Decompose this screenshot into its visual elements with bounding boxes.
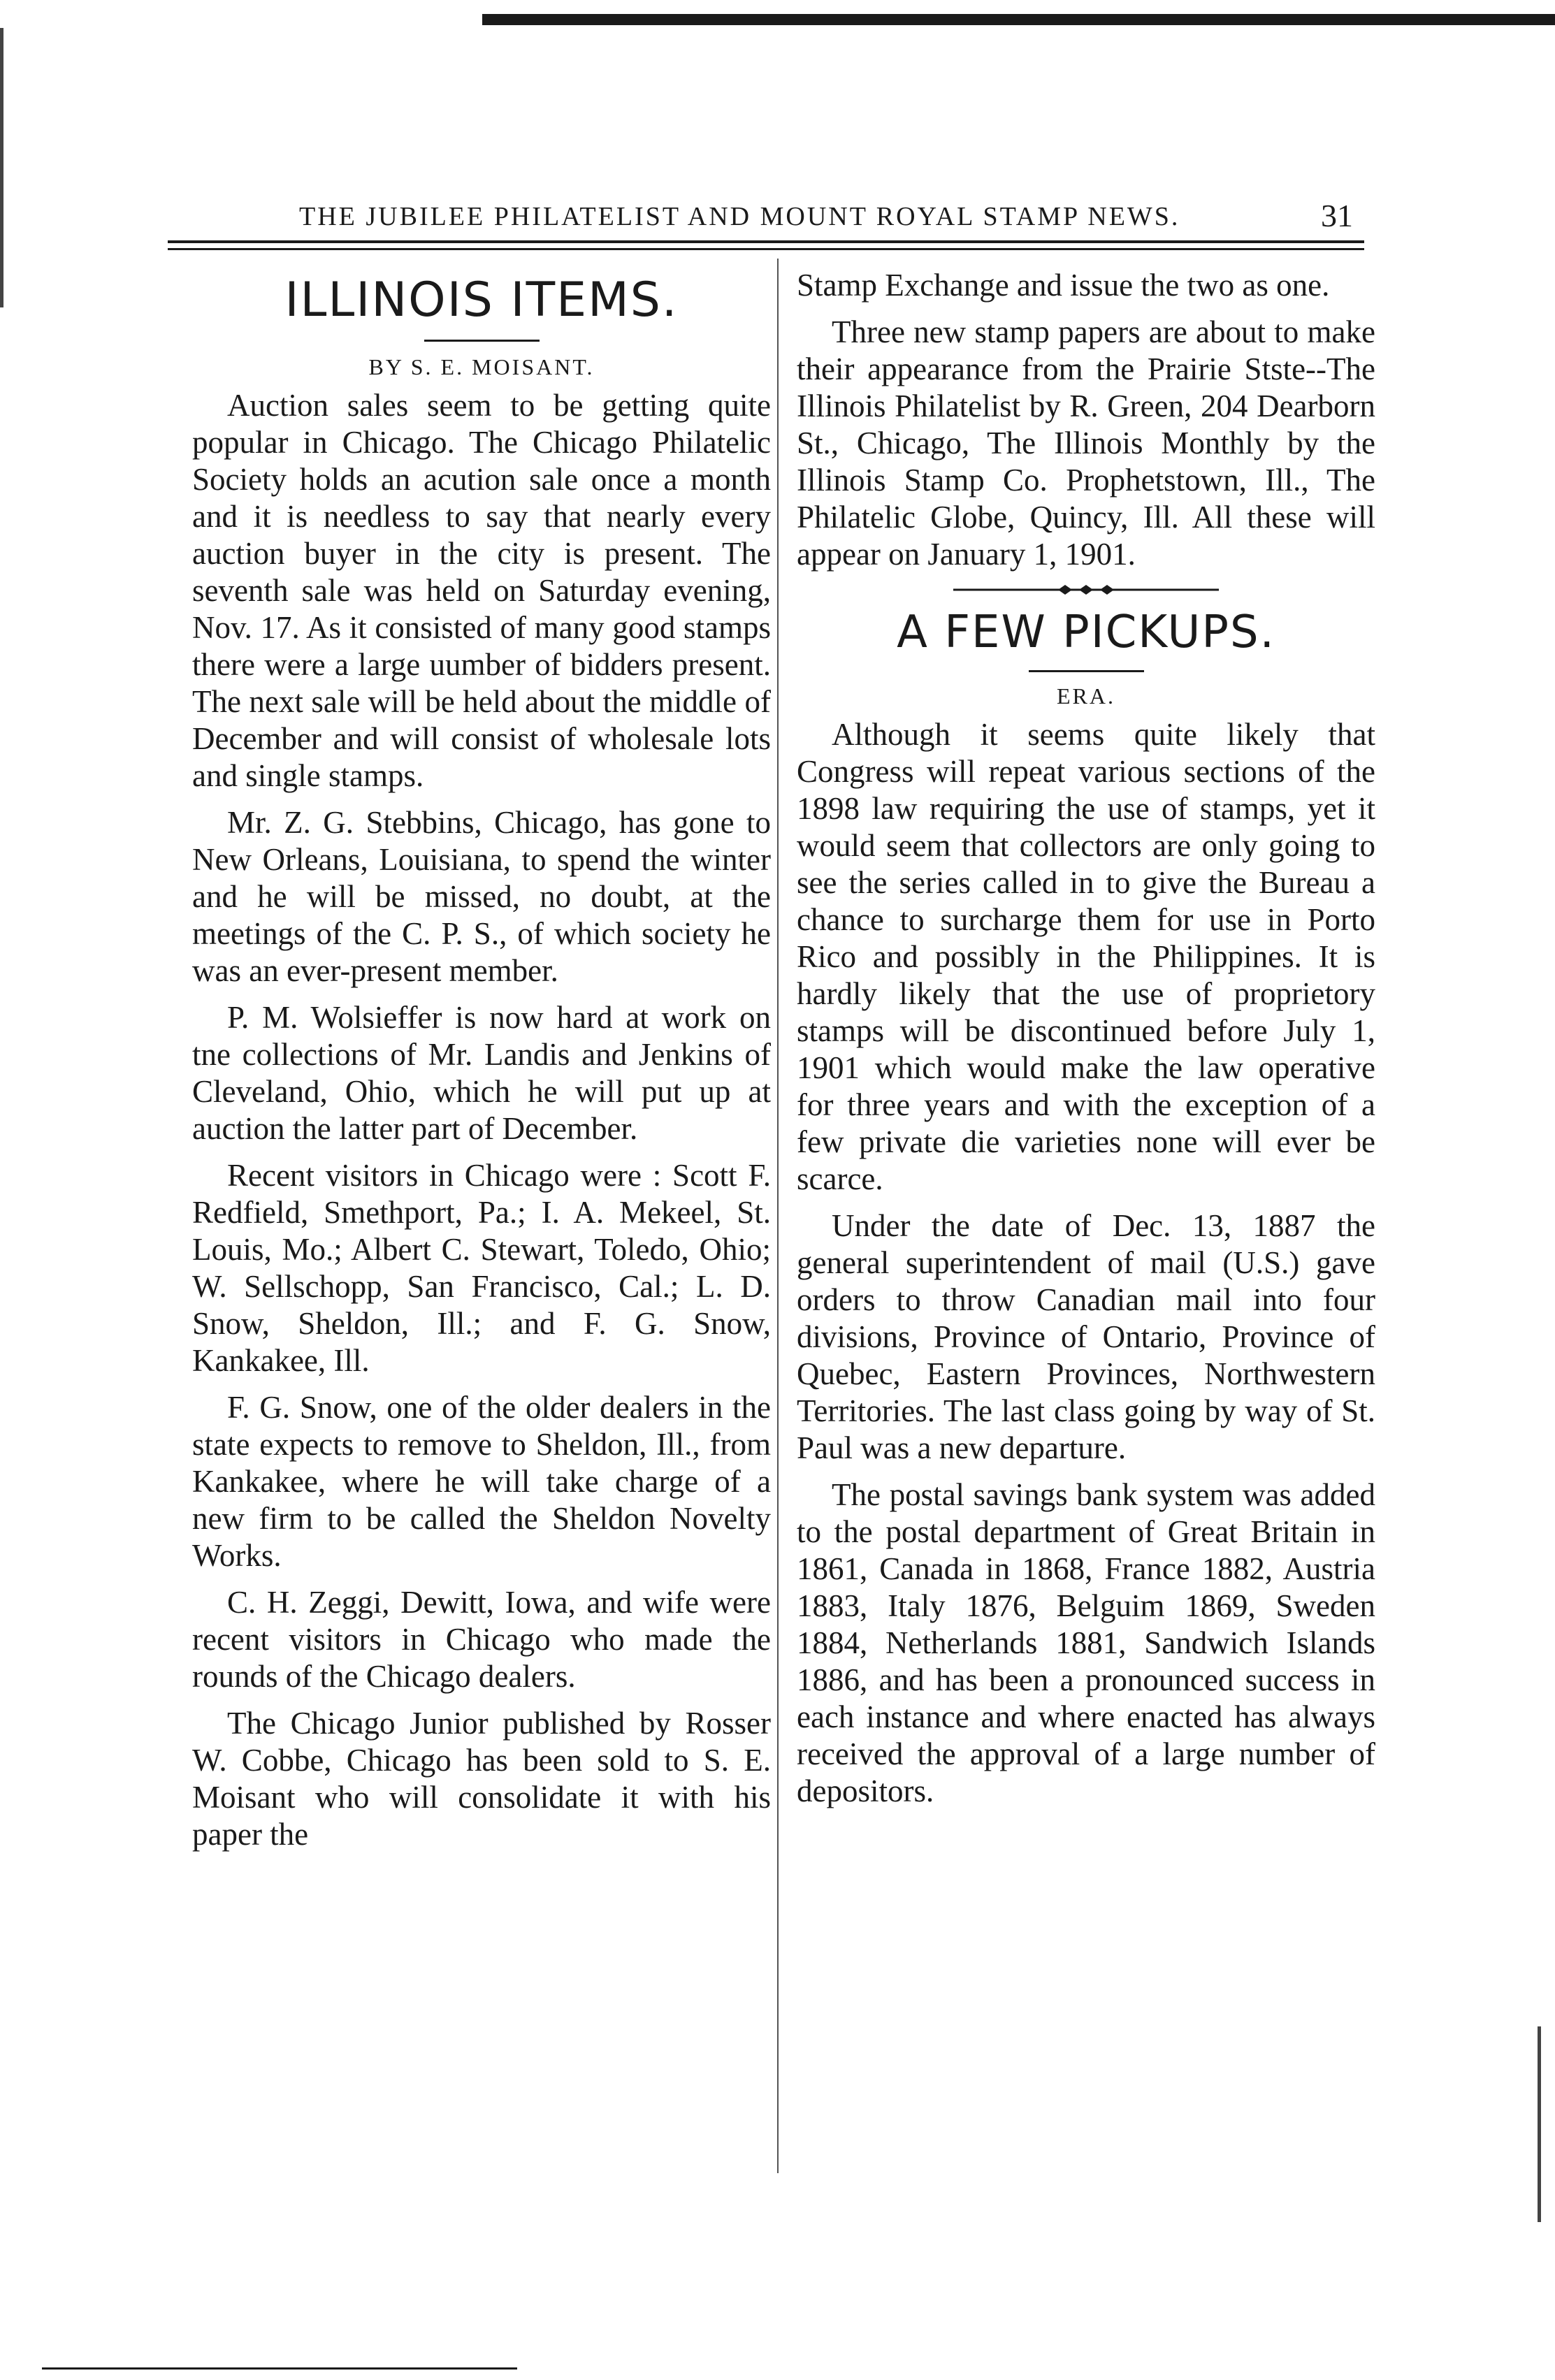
column-divider bbox=[777, 259, 779, 2173]
scan-edge-right bbox=[1538, 2026, 1541, 2222]
header-rule-thin bbox=[168, 248, 1364, 250]
paragraph-wolsieffer: P. M. Wolsieffer is now hard at work on tne collections of Mr. Landis and Jenkins of Cleveland, Ohio, which he will put up at auction the latter part of December. bbox=[192, 1000, 771, 1146]
bottom-border-rule bbox=[42, 2367, 517, 2370]
article-title-a-few-pickups: A FEW PICKUPS. bbox=[897, 607, 1275, 658]
ornament-rule-icon bbox=[953, 583, 1219, 597]
paragraph-new-stamp-papers: Three new stamp papers are about to make their appearance from the Prairie Stste--The Illinois Philatelist by R. Green, 204 Dearborn St., Chicago, The Illinois Monthly by the Illinois Stamp Co. Prophetstown, Ill., The Philatelic Globe, Quincy, Ill. All these will appear on January 1, 1901. bbox=[797, 314, 1375, 572]
paragraph-continuation: Stamp Exchange and issue the two as one. bbox=[797, 268, 1330, 303]
page-number: 31 bbox=[1321, 198, 1353, 233]
right-column bbox=[797, 267, 1375, 1820]
article-title-illinois-items: ILLINOIS ITEMS. bbox=[284, 273, 679, 328]
article-byline: BY S. E. MOISANT. bbox=[368, 354, 595, 379]
paragraph-auction-sales: Auction sales seem to be getting quite popular in Chicago. The Chicago Philatelic Society holds an acution sale once a month and it is needless to say that nearly every auction buyer in the city is present. The seventh sale was held on Saturday evening, Nov. 17. As it consisted of many good stamps there were a large uumber of bidders present. The next sale will be held about the middle of December and will consist of wholesale lots and single stamps. bbox=[192, 388, 771, 793]
title-underline bbox=[1029, 670, 1144, 672]
paragraph-chicago-junior: The Chicago Junior published by Rosser W. Cobbe, Chicago has been sold to S. E. Moisant who will consolidate it with his paper the bbox=[192, 1706, 771, 1852]
article-byline: ERA. bbox=[1057, 683, 1115, 709]
running-title: THE JUBILEE PHILATELIST AND MOUNT ROYAL STAMP NEWS. bbox=[299, 202, 1180, 231]
top-border-rule bbox=[482, 14, 1555, 25]
left-column bbox=[192, 267, 771, 1863]
paragraph-zeggi: C. H. Zeggi, Dewitt, Iowa, and wife were recent visitors in Chicago who made the rounds of the Chicago dealers. bbox=[192, 1585, 771, 1694]
section-ornament bbox=[797, 583, 1375, 600]
header-rule-thick bbox=[168, 240, 1364, 243]
paragraph-snow: F. G. Snow, one of the older dealers in the state expects to remove to Sheldon, Ill., from Kankakee, where he will take charge of a new firm to be called the Sheldon Novelty Works. bbox=[192, 1390, 771, 1573]
title-underline bbox=[424, 340, 540, 342]
paragraph-stebbins: Mr. Z. G. Stebbins, Chicago, has gone to New Orleans, Louisiana, to spend the winter and he will be missed, no doubt, at the meetings of the C. P. S., of which society he was an ever-present member. bbox=[192, 805, 771, 988]
paragraph-postal-savings: The postal savings bank system was added to the postal department of Great Britain in 1861, Canada in 1868, France 1882, Austria 1883, Italy 1876, Belguim 1869, Sweden 1884, Netherlands 1881, Sandwich Islands 1886, and has been a pronounced success in each instance and where enacted has always received the approval of a large number of depositors. bbox=[797, 1477, 1375, 1808]
paragraph-recent-visitors: Recent visitors in Chicago were : Scott F. Redfield, Smethport, Pa.; I. A. Mekeel, St. Louis, Mo.; Albert C. Stewart, Toledo, Ohio; W. Sellschopp, San Francisco, Cal.; L. D. Snow, Sheldon, Ill.; and F. G. Snow, Kankakee, Ill. bbox=[192, 1158, 771, 1378]
scan-edge-left bbox=[0, 28, 3, 307]
paragraph-congress-stamps: Although it seems quite likely that Congress will repeat various sections of the 1898 law requiring the use of stamps, yet it would seem that collectors are only going to see the series called in to give the Bureau a chance to surcharge them for use in Porto Rico and possibly in the Philippines. It is hardly likely that the use of proprietory stamps will be discontinued before July 1, 1901 which would make the law operative for three years and with the exception of a few private die varieties none will ever be scarce. bbox=[797, 717, 1375, 1196]
paragraph-canadian-mail: Under the date of Dec. 13, 1887 the general superintendent of mail (U.S.) gave orders to throw Canadian mail into four divisions, Province of Ontario, Province of Quebec, Eastern Provinces, Northwestern Territories. The last class going by way of St. Paul was a new departure. bbox=[797, 1208, 1375, 1465]
